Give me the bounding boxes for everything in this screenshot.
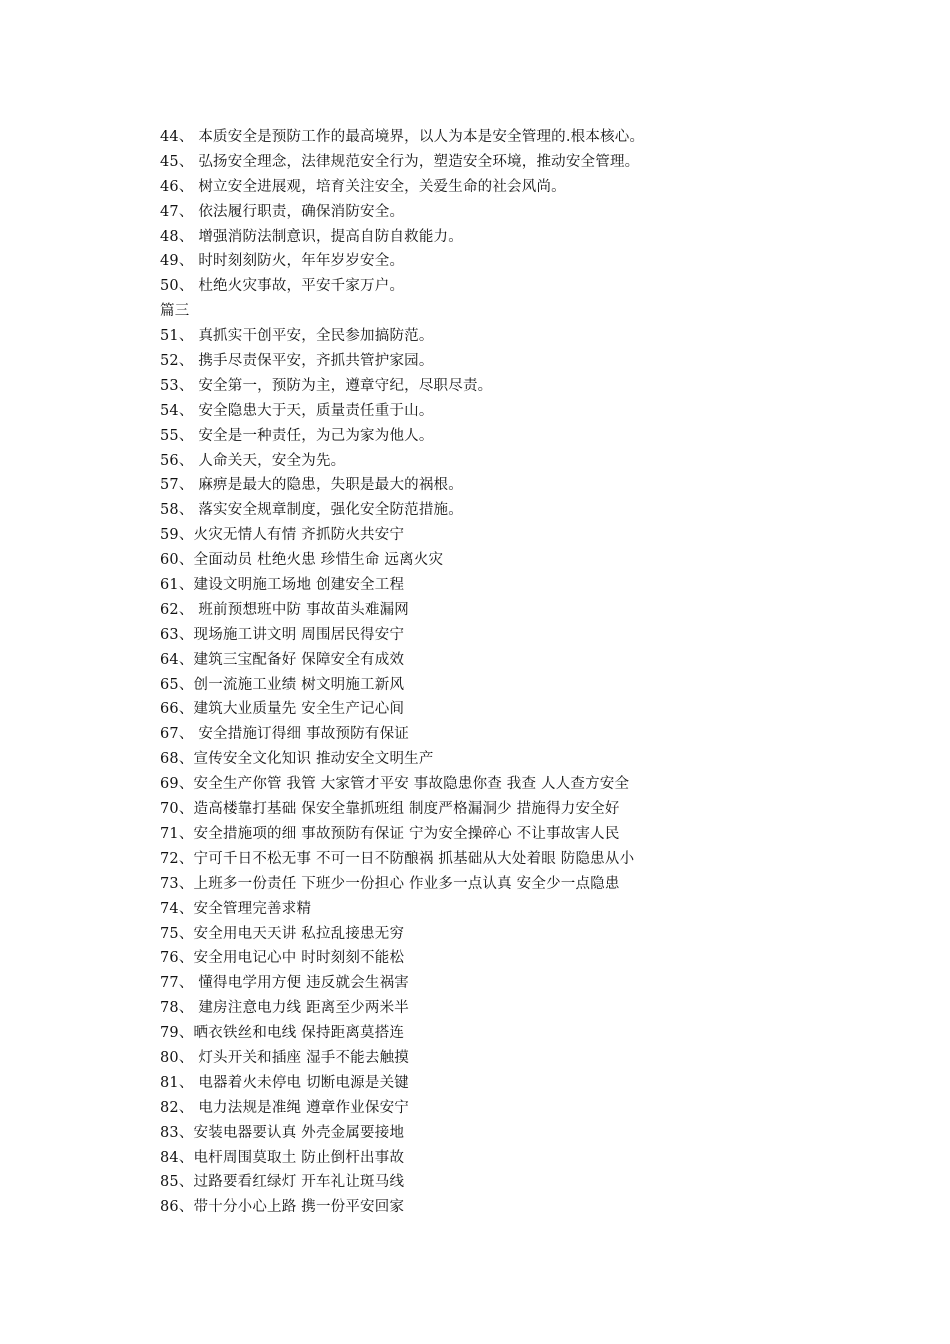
list-item: 83、安装电器要认真 外壳金属要接地 [160, 1124, 405, 1141]
list-item: 63、现场施工讲文明 周围居民得安宁 [160, 626, 405, 643]
list-item: 67、 安全措施订得细 事故预防有保证 [160, 726, 409, 743]
list-item: 78、 建房注意电力线 距离至少两米半 [160, 1000, 409, 1017]
list-item: 68、宣传安全文化知识 推动安全文明生产 [160, 751, 434, 768]
list-item: 84、电杆周围莫取土 防止倒杆出事故 [160, 1149, 405, 1166]
list-item: 66、建筑大业质量先 安全生产记心间 [160, 701, 405, 718]
list-item: 48、 增强消防法制意识，提高自防自救能力。 [160, 228, 463, 245]
list-item: 73、上班多一份责任 下班少一份担心 作业多一点认真 安全少一点隐患 [160, 875, 620, 892]
list-item: 45、 弘扬安全理念，法律规范安全行为，塑造安全环境，推动安全管理。 [160, 153, 640, 170]
slogan-list [160, 125, 860, 1220]
list-item: 79、晒衣铁丝和电线 保持距离莫搭连 [160, 1025, 405, 1042]
list-item: 59、火灾无情人有情 齐抓防火共安宁 [160, 527, 405, 544]
list-item: 51、 真抓实干创平安，全民参加搞防范。 [160, 328, 434, 345]
list-item: 58、 落实安全规章制度，强化安全防范措施。 [160, 502, 463, 519]
list-item: 60、全面动员 杜绝火患 珍惜生命 远离火灾 [160, 552, 444, 569]
list-item: 61、建设文明施工场地 创建安全工程 [160, 577, 405, 594]
list-item: 81、 电器着火未停电 切断电源是关键 [160, 1074, 409, 1091]
list-item: 49、 时时刻刻防火，年年岁岁安全。 [160, 253, 405, 270]
list-item: 72、宁可千日不松无事 不可一日不防酿祸 抓基础从大处着眼 防隐患从小 [160, 850, 635, 867]
list-item: 65、创一流施工业绩 树文明施工新风 [160, 676, 405, 693]
list-item: 62、 班前预想班中防 事故苗头难漏网 [160, 601, 409, 618]
list-item: 64、建筑三宝配备好 保障安全有成效 [160, 651, 405, 668]
list-item: 80、 灯头开关和插座 湿手不能去触摸 [160, 1049, 409, 1066]
list-item: 56、 人命关天，安全为先。 [160, 452, 346, 469]
section-heading: 篇三 [160, 303, 190, 320]
list-item: 50、 杜绝火灾事故，平安千家万户。 [160, 278, 405, 295]
list-item: 47、 依法履行职责，确保消防安全。 [160, 203, 405, 220]
list-item: 54、 安全隐患大于天，质量责任重于山。 [160, 402, 434, 419]
list-item: 55、 安全是一种责任，为己为家为他人。 [160, 427, 434, 444]
list-item: 46、 树立安全进展观，培育关注安全，关爱生命的社会风尚。 [160, 178, 566, 195]
list-item: 69、安全生产你管 我管 大家管才平安 事故隐患你查 我查 人人查方安全 [160, 776, 630, 793]
list-item: 74、安全管理完善求精 [160, 900, 312, 917]
list-item: 71、安全措施项的细 事故预防有保证 宁为安全操碎心 不让事故害人民 [160, 825, 620, 842]
list-item: 53、 安全第一，预防为主，遵章守纪，尽职尽责。 [160, 377, 493, 394]
list-item: 77、 懂得电学用方便 违反就会生祸害 [160, 975, 409, 992]
list-item: 85、过路要看红绿灯 开车礼让斑马线 [160, 1174, 405, 1191]
list-item: 75、安全用电天天讲 私拉乱接患无穷 [160, 925, 405, 942]
list-item: 86、带十分小心上路 携一份平安回家 [160, 1199, 405, 1216]
list-item: 44、 本质安全是预防工作的最高境界，以人为本是安全管理的.根本核心。 [160, 129, 645, 145]
list-item: 76、安全用电记心中 时时刻刻不能松 [160, 950, 405, 967]
list-item: 82、 电力法规是准绳 遵章作业保安宁 [160, 1099, 409, 1116]
list-item: 52、 携手尽责保平安，齐抓共管护家园。 [160, 353, 434, 370]
list-item: 70、造高楼靠打基础 保安全靠抓班组 制度严格漏洞少 措施得力安全好 [160, 801, 620, 818]
list-item: 57、 麻痹是最大的隐患，失职是最大的祸根。 [160, 477, 463, 494]
